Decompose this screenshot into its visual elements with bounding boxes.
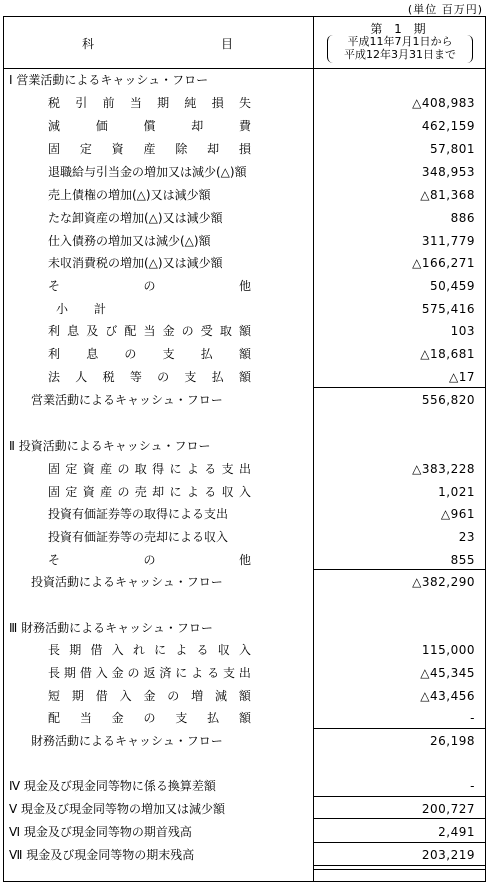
total-rule	[314, 842, 485, 843]
total-rule	[314, 865, 485, 866]
table-row	[4, 70, 485, 90]
row-value: 462,159	[421, 119, 475, 133]
row-label: 利 息 及 び 配 当 金 の 受 取 額	[48, 324, 251, 338]
row-label: 長 期 借 入 れ に よ る 収 入	[48, 643, 251, 657]
total-rule	[314, 387, 485, 388]
total-rule	[314, 818, 485, 819]
row-label: Ⅴ 現金及び現金同等物の増加又は減少額	[9, 802, 226, 816]
row-value: △166,271	[412, 256, 475, 270]
table-row	[4, 572, 485, 592]
row-value: 26,198	[430, 734, 475, 748]
cash-flow-table	[3, 16, 486, 882]
row-value: △43,456	[420, 689, 475, 703]
period-range-start: 平成11年7月1日から	[347, 35, 453, 48]
row-label: 短 期 借 入 金 の 増 減 額	[48, 689, 251, 703]
table-row	[4, 93, 485, 113]
table-row	[4, 618, 485, 638]
row-value: 2,491	[438, 825, 475, 839]
row-value: △81,368	[420, 188, 475, 202]
table-row	[4, 185, 485, 205]
row-label: Ⅲ 財務活動によるキャッシュ・フロー	[9, 621, 213, 635]
row-label: 配 当 金 の 支 払 額	[48, 711, 251, 725]
row-value: △17	[449, 370, 475, 384]
table-row	[4, 116, 485, 136]
table-row	[4, 731, 485, 751]
row-label: Ⅰ 営業活動によるキャッシュ・フロー	[9, 73, 209, 87]
row-value: △18,681	[420, 347, 475, 361]
unit-label: (単位 百万円)	[407, 3, 483, 16]
row-value: △45,345	[420, 666, 475, 680]
row-label: Ⅵ 現金及び現金同等物の期首残高	[9, 825, 192, 839]
row-label: そ の 他	[48, 553, 251, 567]
row-label: 売上債権の増加(△)又は減少額	[48, 188, 211, 202]
row-label: 財務活動によるキャッシュ・フロー	[31, 734, 223, 748]
table-row	[4, 436, 485, 456]
table-row	[4, 482, 485, 502]
row-value: 103	[450, 324, 475, 338]
row-label: Ⅱ 投資活動によるキャッシュ・フロー	[9, 439, 211, 453]
table-row	[4, 845, 485, 865]
header-divider	[4, 68, 485, 69]
table-row	[4, 459, 485, 479]
period-column-header	[314, 17, 486, 68]
row-label: 投資有価証券等の取得による支出	[48, 507, 229, 521]
row-label: 利 息 の 支 払 額	[48, 347, 251, 361]
period-range-end: 平成12年3月31日まで	[344, 48, 456, 61]
row-value: 23	[458, 530, 475, 544]
row-value: 575,416	[421, 302, 475, 316]
table-row	[4, 799, 485, 819]
row-value: -	[470, 779, 475, 793]
row-value: 203,219	[421, 848, 475, 862]
row-value: △408,983	[412, 96, 475, 110]
row-value: △961	[440, 507, 475, 521]
row-label: 法 人 税 等 の 支 払 額	[48, 370, 251, 384]
total-rule	[314, 728, 485, 729]
row-label: そ の 他	[48, 279, 251, 293]
row-label: 減 価 償 却 費	[48, 119, 251, 133]
table-row	[4, 822, 485, 842]
row-label: Ⅶ 現金及び現金同等物の期末残高	[9, 848, 195, 862]
row-label: 固 定 資 産 の 取 得 に よ る 支 出	[48, 462, 251, 476]
table-row	[4, 367, 485, 387]
table-row	[4, 663, 485, 683]
row-label: Ⅳ 現金及び現金同等物に係る換算差額	[9, 779, 216, 793]
row-value: △383,228	[412, 462, 475, 476]
row-label: 未収消費税の増加(△)又は減少額	[48, 256, 223, 270]
row-value: 50,459	[430, 279, 475, 293]
row-label: 営業活動によるキャッシュ・フロー	[31, 393, 223, 407]
row-value: 311,779	[421, 234, 475, 248]
row-value: 886	[450, 211, 475, 225]
table-row	[4, 708, 485, 728]
total-rule	[314, 796, 485, 797]
table-row	[4, 299, 485, 319]
table-row	[4, 231, 485, 251]
row-value: 57,801	[430, 142, 475, 156]
row-label: たな卸資産の増加(△)又は減少額	[48, 211, 223, 225]
row-value: 1,021	[438, 485, 475, 499]
row-label: 小 計	[56, 302, 106, 316]
table-row	[4, 321, 485, 341]
table-row	[4, 550, 485, 570]
row-label: 固 定 資 産 の 売 却 に よ る 収 入	[48, 485, 251, 499]
row-label: 退職給与引当金の増加又は減少(△)額	[48, 165, 247, 179]
table-row	[4, 776, 485, 796]
table-row	[4, 640, 485, 660]
table-row	[4, 162, 485, 182]
table-row	[4, 253, 485, 273]
table-row	[4, 344, 485, 364]
row-value: △382,290	[412, 575, 475, 589]
table-row	[4, 504, 485, 524]
table-row	[4, 139, 485, 159]
row-value: 348,953	[421, 165, 475, 179]
item-column-header	[4, 17, 313, 68]
row-label: 投資有価証券等の売却による収入	[48, 530, 229, 544]
table-row	[4, 527, 485, 547]
table-row	[4, 686, 485, 706]
period-range	[327, 35, 473, 63]
table-row	[4, 276, 485, 296]
row-label: 投資活動によるキャッシュ・フロー	[31, 575, 223, 589]
row-value: -	[470, 711, 475, 725]
row-value: 556,820	[421, 393, 475, 407]
total-rule	[314, 869, 485, 870]
period-title: 第 1 期	[370, 22, 430, 36]
row-label: 固 定 資 産 除 却 損	[48, 142, 251, 156]
table-row	[4, 208, 485, 228]
item-header-char-2: 目	[221, 37, 234, 51]
row-value: 855	[450, 553, 475, 567]
row-value: 200,727	[421, 802, 475, 816]
item-header-char-1: 科	[82, 37, 95, 51]
row-label: 仕入債務の増加又は減少(△)額	[48, 234, 211, 248]
total-rule	[314, 569, 485, 570]
table-row	[4, 390, 485, 410]
row-label: 長 期 借 入 金 の 返 済 に よ る 支 出	[48, 666, 251, 680]
row-label: 税 引 前 当 期 純 損 失	[48, 96, 251, 110]
row-value: 115,000	[421, 643, 475, 657]
